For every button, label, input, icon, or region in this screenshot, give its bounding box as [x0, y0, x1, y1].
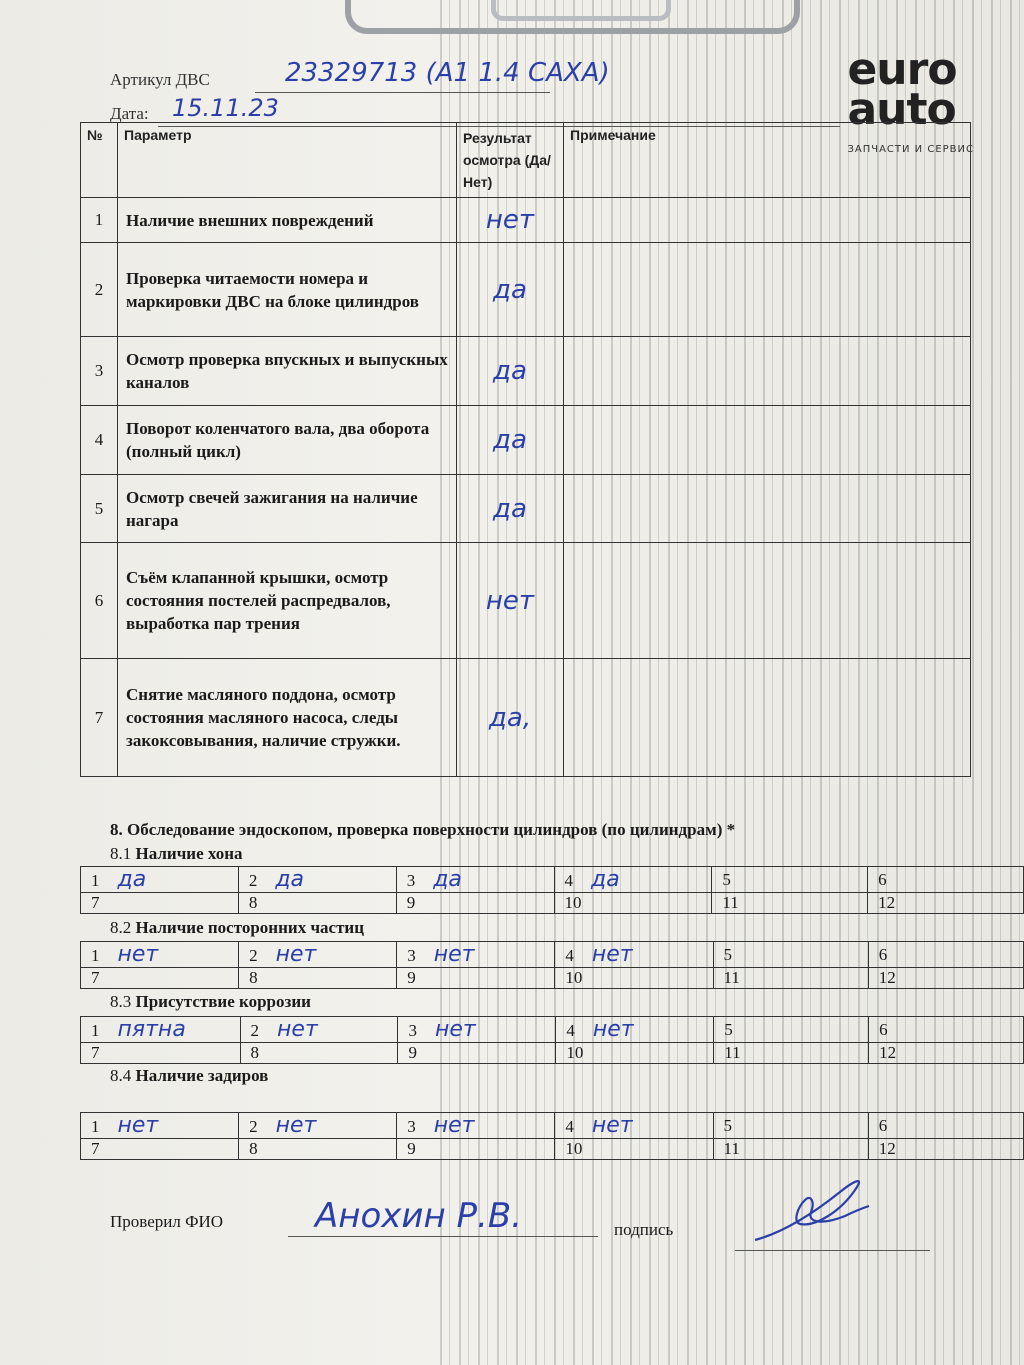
subsection-title: 8.2 Наличие посторонних частиц	[110, 918, 365, 937]
cyl-cell: 9	[397, 1139, 555, 1160]
table-row	[81, 406, 971, 475]
cyl-cell: 10	[555, 1139, 713, 1160]
cyl-cell: 5	[713, 942, 868, 968]
cyl-cell: 11	[713, 1139, 868, 1160]
logo-tagline: ЗАПЧАСТИ И СЕРВИС	[847, 144, 974, 155]
row-num: 6	[81, 543, 118, 659]
checked-label: Проверил ФИО	[110, 1212, 224, 1231]
row-result: да	[457, 337, 564, 406]
cyl-cell: 4 нет	[555, 942, 713, 968]
cylinder-grid	[80, 941, 1024, 989]
row-result: да,	[457, 659, 564, 777]
cyl-cell: 12	[868, 968, 1023, 989]
cyl-cell: 10	[554, 893, 712, 914]
cyl-cell: 5	[712, 867, 868, 893]
row-note	[564, 475, 971, 543]
row-param: Наличие внешних повреждений	[118, 198, 457, 243]
name-underline	[288, 1236, 598, 1237]
cyl-cell: 6	[868, 1113, 1023, 1139]
cyl-cell: 8	[239, 968, 397, 989]
cyl-cell: 4 нет	[555, 1113, 713, 1139]
article-underline	[255, 92, 550, 93]
row-note	[564, 337, 971, 406]
logo-line2: auto	[847, 84, 956, 135]
article-value: 23329713 (A1 1.4 CAXA)	[285, 58, 610, 88]
row-note	[564, 243, 971, 337]
row-note	[564, 543, 971, 659]
cyl-cell: 2 да	[238, 867, 396, 893]
signature-label: подпись	[614, 1220, 674, 1239]
row-param: Осмотр свечей зажигания на наличие нагара	[118, 475, 457, 543]
row-num: 1	[81, 198, 118, 243]
header-param: Параметр	[118, 123, 457, 198]
signature-mark	[745, 1172, 875, 1252]
subsection-title: 8.1 Наличие хона	[110, 844, 243, 863]
cyl-cell: 8	[238, 893, 396, 914]
cyl-cell: 2 нет	[239, 1113, 397, 1139]
table-row	[81, 337, 971, 406]
cyl-cell: 10	[556, 1043, 714, 1064]
row-num: 4	[81, 406, 118, 475]
cyl-cell: 2 нет	[240, 1017, 398, 1043]
row-param: Осмотр проверка впускных и выпускных каналов	[118, 337, 457, 406]
cyl-cell: 11	[714, 1043, 869, 1064]
row-param: Проверка читаемости номера и маркировки ДВС на блоке цилиндров	[118, 243, 457, 337]
cyl-cell: 11	[713, 968, 868, 989]
cyl-cell: 4 да	[554, 867, 712, 893]
header-num: №	[81, 123, 118, 198]
row-num: 3	[81, 337, 118, 406]
date-value: 15.11.23	[172, 94, 279, 122]
table-header-row	[81, 123, 971, 198]
cyl-cell: 1 пятна	[81, 1017, 241, 1043]
cyl-cell: 5	[714, 1017, 869, 1043]
cyl-cell: 1 да	[81, 867, 239, 893]
cyl-cell: 8	[239, 1139, 397, 1160]
row-param: Снятие масляного поддона, осмотр состояния масляного насоса, следы закоксовывания, наличие стружки.	[118, 659, 457, 777]
cyl-cell: 5	[713, 1113, 868, 1139]
header-result: Результат осмотра (Да/Нет)	[457, 123, 564, 198]
row-num: 2	[81, 243, 118, 337]
logo-line1: euro	[847, 44, 957, 95]
cyl-cell: 7	[81, 893, 239, 914]
cyl-cell: 8	[240, 1043, 398, 1064]
cyl-cell: 9	[397, 968, 555, 989]
row-param: Поворот коленчатого вала, два оборота (полный цикл)	[118, 406, 457, 475]
row-note	[564, 198, 971, 243]
cyl-cell: 12	[869, 1043, 1024, 1064]
table-row	[81, 475, 971, 543]
section8-title: 8. Обследование эндоскопом, проверка поверхности цилиндров (по цилиндрам) *	[110, 820, 736, 839]
cyl-cell: 3 да	[396, 867, 554, 893]
row-result: нет	[457, 198, 564, 243]
row-note	[564, 659, 971, 777]
row-result: да	[457, 406, 564, 475]
cyl-cell: 7	[81, 1139, 239, 1160]
inspection-table	[80, 122, 971, 777]
cyl-cell: 12	[868, 1139, 1023, 1160]
cyl-cell: 9	[396, 893, 554, 914]
cyl-cell: 3 нет	[398, 1017, 556, 1043]
row-result: да	[457, 243, 564, 337]
cyl-cell: 4 нет	[556, 1017, 714, 1043]
table-row	[81, 543, 971, 659]
table-row	[81, 198, 971, 243]
row-result: нет	[457, 543, 564, 659]
cyl-cell: 6	[868, 867, 1024, 893]
cyl-cell: 6	[868, 942, 1023, 968]
subsection-title: 8.3 Присутствие коррозии	[110, 992, 311, 1011]
row-param: Съём клапанной крышки, осмотр состояния постелей распредвалов, выработка пар трения	[118, 543, 457, 659]
subsection-title: 8.4 Наличие задиров	[110, 1066, 269, 1085]
cylinder-grid	[80, 866, 1024, 914]
cyl-cell: 2 нет	[239, 942, 397, 968]
article-label: Артикул ДВС	[110, 70, 210, 89]
table-row	[81, 659, 971, 777]
cyl-cell: 7	[81, 968, 239, 989]
cyl-cell: 1 нет	[81, 942, 239, 968]
cylinder-grid	[80, 1112, 1024, 1160]
row-note	[564, 406, 971, 475]
table-row	[81, 243, 971, 337]
date-label: Дата:	[110, 104, 149, 123]
cyl-cell: 3 нет	[397, 1113, 555, 1139]
cyl-cell: 6	[869, 1017, 1024, 1043]
cyl-cell: 12	[868, 893, 1024, 914]
row-result: да	[457, 475, 564, 543]
cyl-cell: 3 нет	[397, 942, 555, 968]
clipboard-clip	[345, 0, 800, 34]
cyl-cell: 10	[555, 968, 713, 989]
cyl-cell: 11	[712, 893, 868, 914]
cyl-cell: 1 нет	[81, 1113, 239, 1139]
row-num: 5	[81, 475, 118, 543]
cylinder-grid	[80, 1016, 1024, 1064]
cyl-cell: 7	[81, 1043, 241, 1064]
checked-name: Анохин Р.В.	[315, 1196, 522, 1236]
row-num: 7	[81, 659, 118, 777]
header-note: Примечание	[564, 123, 971, 198]
cyl-cell: 9	[398, 1043, 556, 1064]
